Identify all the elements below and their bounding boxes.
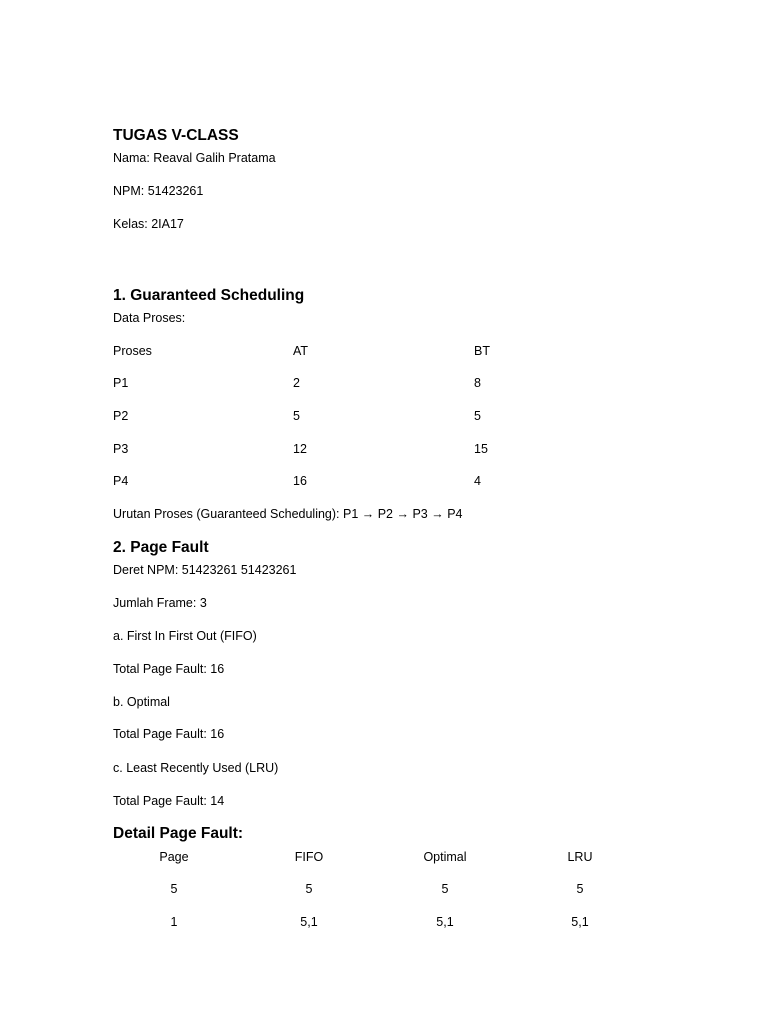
student-npm: NPM: 51423261 — [113, 184, 204, 198]
table-cell: P4 — [113, 474, 129, 488]
table-cell: 5 — [305, 882, 313, 896]
table-cell: 5 — [293, 409, 300, 423]
table-cell: P2 — [113, 409, 129, 423]
lru-total: Total Page Fault: 14 — [113, 794, 225, 808]
table-cell: 5,1 — [571, 915, 589, 929]
table-cell: P3 — [113, 442, 129, 456]
process-order: Urutan Proses (Guaranteed Scheduling): P1 → P2 → P3 → P4 — [113, 507, 463, 521]
table-cell: 4 — [474, 474, 481, 488]
section-heading-page-fault: 2. Page Fault — [113, 539, 209, 556]
table-cell: 16 — [293, 474, 307, 488]
table-header-cell: AT — [293, 344, 309, 358]
table-cell: 5,1 — [436, 915, 454, 929]
jumlah-frame: Jumlah Frame: 3 — [113, 596, 207, 610]
optimal-label: b. Optimal — [113, 695, 170, 709]
data-proses-label: Data Proses: — [113, 311, 186, 325]
table-cell: 5 — [441, 882, 449, 896]
table-cell: 15 — [474, 442, 488, 456]
table-cell: 8 — [474, 376, 481, 390]
table-cell: 5 — [576, 882, 584, 896]
table-cell: 5,1 — [300, 915, 318, 929]
lru-label: c. Least Recently Used (LRU) — [113, 761, 279, 775]
fifo-label: a. First In First Out (FIFO) — [113, 629, 257, 643]
table-cell: 12 — [293, 442, 307, 456]
table-cell: 2 — [293, 376, 300, 390]
document-page — [113, 0, 673, 1024]
document-title: TUGAS V-CLASS — [113, 127, 239, 144]
student-class: Kelas: 2IA17 — [113, 217, 184, 231]
optimal-total: Total Page Fault: 16 — [113, 727, 225, 741]
table-cell: P1 — [113, 376, 129, 390]
fifo-total: Total Page Fault: 16 — [113, 662, 225, 676]
table-cell: 1 — [170, 915, 178, 929]
student-name: Nama: Reaval Galih Pratama — [113, 151, 276, 165]
table-header-cell: BT — [474, 344, 490, 358]
table-cell: 5 — [474, 409, 481, 423]
deret-npm: Deret NPM: 51423261 51423261 — [113, 563, 297, 577]
section-heading-guaranteed-scheduling: 1. Guaranteed Scheduling — [113, 287, 305, 304]
table-header-cell: Optimal — [423, 850, 467, 864]
table-header-cell: LRU — [567, 850, 593, 864]
table-cell: 5 — [170, 882, 178, 896]
table-header-cell: FIFO — [294, 850, 324, 864]
table-header-cell: Proses — [113, 344, 152, 358]
detail-heading: Detail Page Fault: — [113, 825, 244, 842]
table-header-cell: Page — [159, 850, 189, 864]
